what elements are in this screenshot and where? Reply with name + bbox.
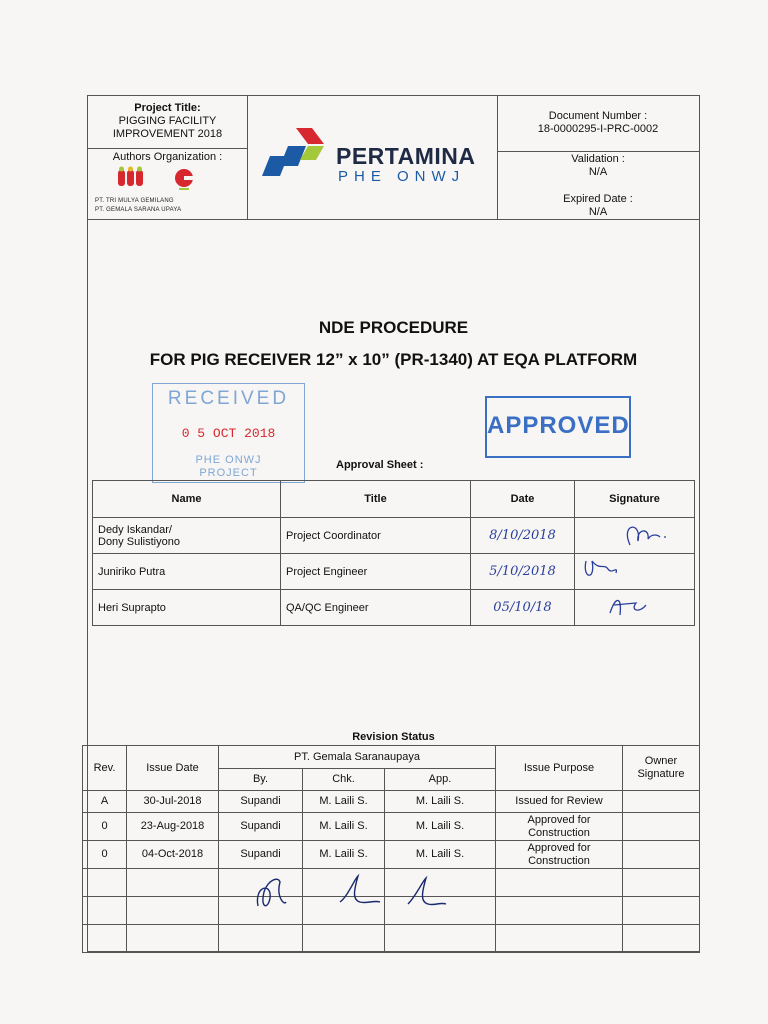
approver-title: Project Coordinator	[281, 518, 471, 554]
company-header: PT. Gemala Saranaupaya	[219, 746, 496, 769]
approved-stamp-text: APPROVED	[487, 412, 630, 439]
header-divider	[497, 151, 700, 152]
authors-label: Authors Organization :	[112, 151, 223, 163]
table-row	[93, 518, 695, 554]
issue-date-cell: 04-Oct-2018	[127, 841, 219, 869]
table-row	[93, 590, 695, 626]
approval-header-name: Name	[93, 481, 281, 518]
table-row	[83, 841, 700, 869]
approval-header-date: Date	[471, 481, 575, 518]
authors-logos	[118, 166, 208, 196]
header-divider	[87, 148, 247, 149]
purpose-cell: Approved for Construction	[496, 813, 623, 841]
pertamina-logo-icon	[262, 126, 330, 180]
received-stamp	[152, 383, 305, 483]
rev-cell: 0	[83, 813, 127, 841]
company-name-2: PT. GEMALA SARANA UPAYA	[95, 207, 182, 213]
approval-header-row	[93, 481, 695, 518]
owner-signature-cell	[623, 791, 700, 813]
tri-mulya-logo-icon	[118, 167, 143, 187]
received-stamp-org-2: PROJECT	[199, 467, 258, 479]
expired-value: N/A	[588, 206, 608, 218]
project-title-block	[88, 102, 247, 141]
validation-value: N/A	[588, 166, 608, 178]
issue-date-cell: 30-Jul-2018	[127, 791, 219, 813]
by-cell: Supandi	[219, 813, 303, 841]
purpose-cell: Approved for Construction	[496, 841, 623, 869]
owner-signature-header: Owner Signature	[623, 746, 700, 791]
revision-signatures	[250, 872, 450, 916]
app-cell: M. Laili S.	[385, 841, 496, 869]
signature-cell	[575, 518, 695, 554]
signature-cell	[575, 554, 695, 590]
by-cell: Supandi	[219, 791, 303, 813]
gemala-logo-icon	[175, 169, 193, 190]
document-title: NDE PROCEDURE	[318, 318, 469, 337]
signature-cell	[575, 590, 695, 626]
rev-cell: 0	[83, 841, 127, 869]
signature-icon	[580, 519, 680, 549]
company-name-1: PT. TRI MULYA GEMILANG	[95, 198, 174, 204]
approval-table	[92, 480, 695, 626]
table-row	[83, 925, 700, 953]
approval-date: 5/10/2018	[471, 554, 575, 590]
rev-header: Rev.	[83, 746, 127, 791]
logo-main-text: PERTAMINA	[336, 143, 476, 169]
expired-block	[498, 193, 698, 219]
approver-name: Dedy Iskandar/ Dony Sulistiyono	[93, 518, 281, 554]
approval-header-signature: Signature	[575, 481, 695, 518]
app-header: App.	[385, 769, 496, 791]
received-stamp-date: 0 5 OCT 2018	[181, 426, 276, 441]
document-number-label: Document Number :	[548, 110, 648, 122]
by-header: By.	[219, 769, 303, 791]
chk-cell: M. Laili S.	[303, 791, 385, 813]
issue-purpose-header: Issue Purpose	[496, 746, 623, 791]
project-title-label: Project Title:	[134, 102, 201, 114]
approval-date: 05/10/18	[471, 590, 575, 626]
purpose-cell: Issued for Review	[496, 791, 623, 813]
expired-label: Expired Date :	[563, 193, 633, 205]
project-title-line1: PIGGING FACILITY	[118, 115, 217, 127]
approved-stamp	[485, 396, 631, 458]
revision-status-label: Revision Status	[352, 731, 435, 743]
approver-title: QA/QC Engineer	[281, 590, 471, 626]
approval-header-title: Title	[281, 481, 471, 518]
app-cell: M. Laili S.	[385, 791, 496, 813]
approver-name: Heri Suprapto	[93, 590, 281, 626]
approver-title: Project Engineer	[281, 554, 471, 590]
document-number: 18-0000295-I-PRC-0002	[537, 123, 659, 135]
table-row	[83, 813, 700, 841]
validation-label: Validation :	[571, 153, 625, 165]
issue-date-cell: 23-Aug-2018	[127, 813, 219, 841]
approver-name: Juniriko Putra	[93, 554, 281, 590]
rev-cell: A	[83, 791, 127, 813]
project-title-line2: IMPROVEMENT 2018	[112, 128, 223, 140]
table-row	[83, 791, 700, 813]
chk-cell: M. Laili S.	[303, 841, 385, 869]
issue-date-header: Issue Date	[127, 746, 219, 791]
document-number-block	[498, 110, 698, 136]
received-stamp-org-1: PHE ONWJ	[195, 454, 262, 466]
received-stamp-text: RECEIVED	[167, 388, 290, 409]
chk-header: Chk.	[303, 769, 385, 791]
signature-icon	[340, 876, 380, 903]
owner-signature-cell	[623, 841, 700, 869]
signature-icon	[257, 879, 286, 906]
header-divider	[247, 95, 248, 219]
table-row	[93, 554, 695, 590]
logo-sub-text: PHE ONWJ	[338, 168, 466, 185]
validation-block	[498, 153, 698, 179]
app-cell: M. Laili S.	[385, 813, 496, 841]
signature-icon	[408, 878, 446, 905]
owner-signature-cell	[623, 813, 700, 841]
header-divider	[87, 219, 700, 220]
signature-icon	[580, 555, 680, 585]
document-subtitle: FOR PIG RECEIVER 12” x 10” (PR-1340) AT EQA PLATFORM	[149, 350, 638, 369]
approval-date: 8/10/2018	[471, 518, 575, 554]
revision-table	[82, 745, 700, 953]
approval-sheet-label: Approval Sheet :	[336, 459, 424, 471]
revision-header-row	[83, 746, 700, 769]
chk-cell: M. Laili S.	[303, 813, 385, 841]
by-cell: Supandi	[219, 841, 303, 869]
signature-icon	[580, 591, 680, 621]
